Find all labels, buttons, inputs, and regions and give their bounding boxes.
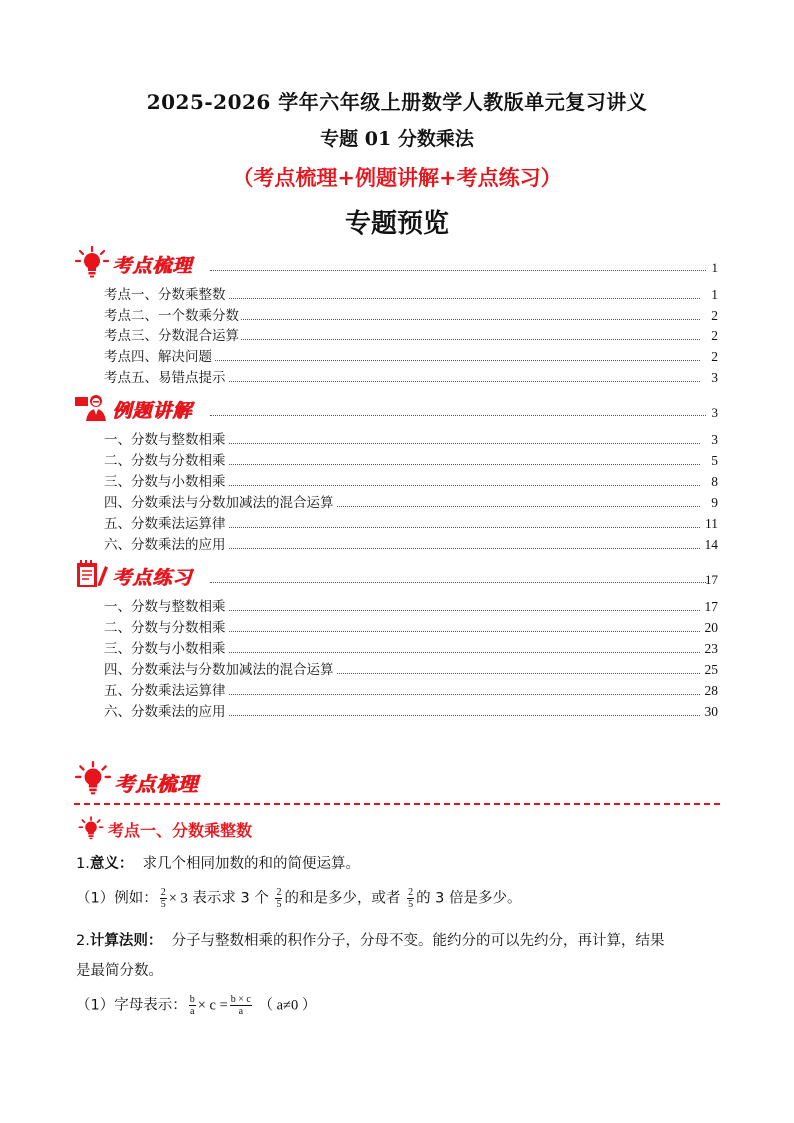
toc-badge (74, 558, 214, 590)
toc-item[interactable] (104, 535, 718, 555)
lightbulb-icon (78, 815, 104, 841)
toc-page-number: 11 (705, 516, 718, 531)
toc-item[interactable] (104, 451, 718, 471)
section-divider (74, 803, 720, 805)
term-label: 计算法则： (89, 933, 163, 949)
example-prefix: （1）例如： (76, 890, 158, 907)
fraction-numerator: b (189, 994, 195, 1005)
toc-page-number: 8 (711, 474, 718, 489)
fraction-denominator: 5 (160, 899, 166, 910)
lightbulb-icon (74, 246, 110, 278)
toc-item-text: 六、分数乘法的应用 (104, 700, 228, 720)
example-text: 表示求 3 个 (192, 890, 269, 907)
fraction (407, 887, 414, 910)
item-number: 2. (76, 933, 90, 949)
toc-item-text: 四、分数乘法与分数加减法的混合运算 (104, 491, 336, 511)
toc-item-text: 考点五、易错点提示 (104, 366, 228, 386)
toc-item[interactable] (104, 660, 718, 680)
toc-item-text: 二、分数与分数相乘 (104, 449, 228, 469)
notepad-pencil-icon (74, 558, 110, 590)
toc-item[interactable] (104, 347, 718, 367)
toc-badge (74, 391, 214, 423)
toc-item-text: 三、分数与小数相乘 (104, 470, 228, 490)
toc-item-text: 五、分数乘法运算律 (104, 679, 228, 699)
toc-item[interactable] (104, 430, 718, 450)
toc-item[interactable] (104, 597, 718, 617)
toc-item[interactable] (104, 618, 718, 638)
fraction-numerator: 2 (160, 887, 166, 898)
section-heading (74, 760, 274, 796)
toc-page-number: 17 (705, 572, 718, 587)
paragraph-example (76, 887, 726, 910)
toc-item[interactable] (104, 702, 718, 722)
toc-section-label: 例题讲解 (112, 400, 193, 422)
toc-page-number: 9 (711, 495, 718, 510)
toc-badge (74, 246, 214, 278)
toc-page-number: 30 (704, 704, 718, 719)
toc-item-text: 一、分数与整数相乘 (104, 428, 228, 448)
toc-page-number: 3 (711, 432, 718, 447)
toc-item[interactable] (104, 306, 718, 326)
toc-item[interactable] (104, 514, 718, 534)
paragraph-rule (76, 926, 726, 986)
paragraph-text: 求几个相同加数的和的简便运算。 (142, 856, 361, 872)
preview-heading: 专题预览 (344, 209, 449, 239)
toc-item-text: 一、分数与整数相乘 (104, 595, 228, 615)
fraction-denominator: 5 (408, 899, 414, 910)
toc-page-number: 25 (704, 662, 718, 677)
formula-condition: （ a≠0 ） (258, 997, 317, 1014)
paragraph-text: 是最简分数。 (76, 963, 163, 979)
toc-leader (210, 415, 706, 416)
term-label: 意义： (89, 856, 134, 872)
toc-item[interactable] (104, 639, 718, 659)
toc-leader (210, 582, 706, 583)
formula-prefix: （1）字母表示： (76, 997, 187, 1014)
toc-page-number: 3 (711, 405, 718, 420)
toc-item-text: 考点四、解决问题 (104, 345, 214, 365)
lightbulb-icon (74, 760, 112, 796)
fraction-numerator: 2 (276, 887, 282, 898)
toc-page-number: 14 (704, 537, 718, 552)
toc-page-number: 1 (711, 260, 718, 275)
toc-page-number: 5 (711, 453, 718, 468)
toc-item[interactable] (104, 368, 718, 388)
toc-item-text: 考点一、分数乘整数 (104, 283, 228, 303)
fraction-numerator: 2 (408, 887, 414, 898)
document-subtitle: 专题 01 分数乘法 (320, 128, 474, 150)
toc-section-label: 考点梳理 (112, 255, 193, 277)
toc-page-number: 28 (704, 683, 718, 698)
paragraph-formula (76, 994, 726, 1017)
toc-item[interactable] (104, 326, 718, 346)
toc-item-text: 三、分数与小数相乘 (104, 637, 228, 657)
example-text: 的和是多少，或者 (284, 890, 401, 907)
math-times: × 3 (168, 890, 188, 907)
toc-section-liti[interactable] (74, 391, 718, 423)
toc-item-text: 二、分数与分数相乘 (104, 616, 228, 636)
toc-page-number: 17 (704, 599, 718, 614)
document-tagline: （考点梳理+例题讲解+考点练习） (232, 165, 562, 190)
teacher-icon (74, 391, 110, 423)
toc-page-number: 2 (711, 328, 718, 343)
toc-item-text: 六、分数乘法的应用 (104, 533, 228, 553)
fraction-numerator: b × c (230, 994, 251, 1005)
document-title: 2025-2026 学年六年级上册数学人教版单元复习讲义 (146, 90, 648, 114)
toc-item[interactable] (104, 285, 718, 305)
toc-section-lianxi[interactable] (74, 558, 718, 590)
toc-page-number: 3 (711, 370, 718, 385)
toc-page-number: 2 (711, 349, 718, 364)
item-number: 1. (76, 856, 90, 872)
toc-page-number: 1 (711, 287, 718, 302)
toc-item[interactable] (104, 681, 718, 701)
example-text: 的 3 倍是多少。 (416, 890, 522, 907)
toc-item[interactable] (104, 493, 718, 513)
fraction (189, 994, 196, 1017)
toc-item-text: 五、分数乘法运算律 (104, 512, 228, 532)
toc-item[interactable] (104, 472, 718, 492)
point-heading (78, 814, 378, 842)
fraction (230, 994, 252, 1017)
toc-page-number: 2 (711, 308, 718, 323)
toc-item-text: 考点三、分数混合运算 (104, 324, 241, 344)
toc-section-kaodian[interactable] (74, 246, 718, 278)
math-times: × c = (197, 997, 228, 1014)
toc-leader (210, 270, 706, 271)
toc-item-text: 考点二、一个数乘分数 (104, 304, 241, 324)
fraction (275, 887, 282, 910)
fraction-denominator: a (190, 1006, 195, 1017)
toc-page-number: 20 (704, 620, 718, 635)
fraction (160, 887, 167, 910)
toc-page-number: 23 (704, 641, 718, 656)
toc-section-label: 考点练习 (112, 567, 193, 589)
section-label: 考点梳理 (114, 772, 198, 796)
paragraph-text: 分子与整数相乘的积作分子，分母不变。能约分的可以先约分，再计算，结果 (171, 933, 665, 949)
paragraph-meaning (76, 854, 726, 874)
toc-item-text: 四、分数乘法与分数加减法的混合运算 (104, 658, 336, 678)
point-title: 考点一、分数乘整数 (108, 821, 253, 840)
fraction-denominator: a (238, 1006, 244, 1017)
fraction-denominator: 5 (276, 899, 282, 910)
